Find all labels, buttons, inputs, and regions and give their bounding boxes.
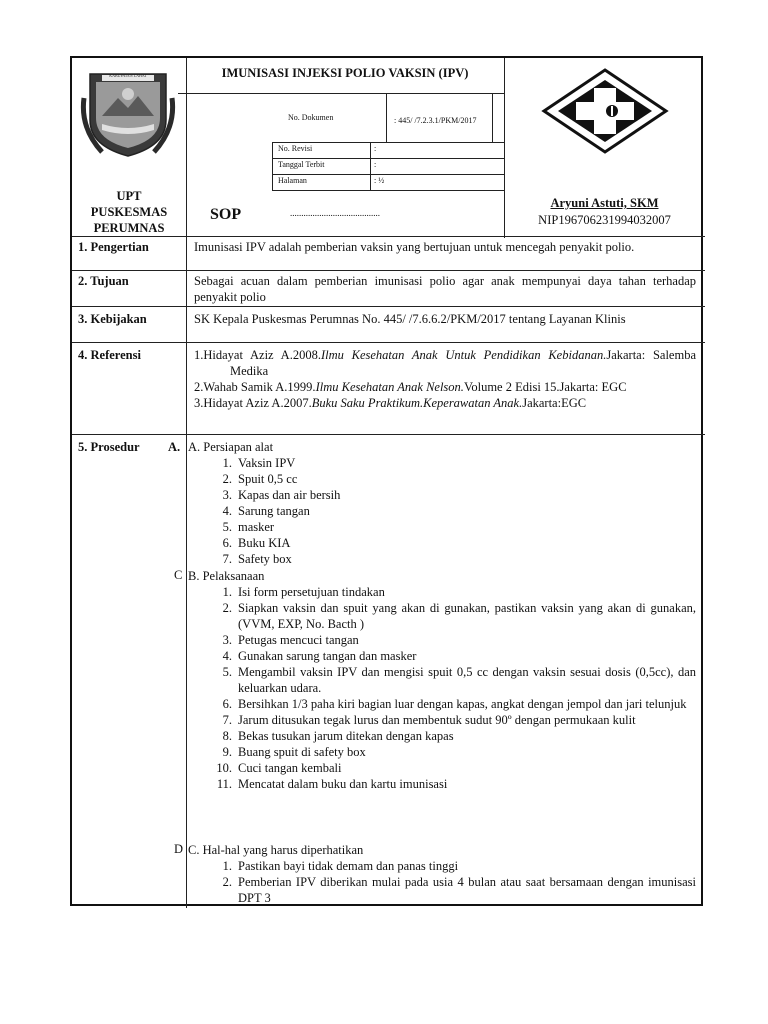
prosedur-marker-c: C [174, 568, 183, 582]
header-right-divider [504, 58, 505, 238]
reference-item [194, 395, 696, 411]
list-item: 1. Isi form persetujuan tindakan [222, 585, 385, 599]
list-item: 5. masker [222, 520, 275, 534]
list-item: 3. Petugas mencuci tangan [222, 633, 359, 647]
list-item: 3. Kapas dan air bersih [222, 488, 341, 502]
page-label: Halaman [278, 176, 307, 185]
sop-label: SOP [210, 206, 242, 223]
prosedur-a-list [212, 455, 692, 567]
section-tujuan-text: Sebagai acuan dalam pemberian imunisasi polio agar anak mempunyai daya tahan terhadap penyakit polio [194, 274, 696, 304]
row-line-4 [72, 434, 705, 435]
header-bottom-line [72, 236, 705, 237]
regency-logo [80, 68, 176, 158]
meta-row-line-3 [272, 174, 504, 175]
prosedur-b-title: B. Pelaksanaan [188, 569, 265, 583]
section-referensi-list [194, 347, 696, 411]
meta-row-line-4 [272, 190, 504, 191]
issue-date-label: Tanggal Terbit [278, 160, 325, 169]
list-item: 4. Sarung tangan [222, 504, 310, 518]
org-line-2: PUSKESMAS [90, 205, 168, 219]
sop-document [70, 56, 703, 906]
list-item: 10. Cuci tangan kembali [216, 761, 342, 775]
row-line-3 [72, 342, 705, 343]
meta-row-line-2 [272, 158, 504, 159]
reference-publisher: Volume 2 Edisi 15.Jakarta: EGC [463, 380, 627, 394]
list-item: 5. Mengambil vaksin IPV dan mengisi spuit 0,5 cc dengan vaksin sesuai dosis (0,5cc), dan keluarkan udara. [222, 665, 696, 695]
section-kebijakan-text: SK Kepala Puskesmas Perumnas No. 445/ /7.6.6.2/PKM/2017 tentang Layanan Klinis [194, 312, 626, 326]
list-item: 7. Safety box [222, 552, 292, 566]
section-referensi-label: 4. Referensi [78, 348, 141, 362]
reference-book-title: Buku Saku Praktikum.Keperawatan Anak. [311, 396, 523, 410]
signer-nip: NIP196706231994032007 [538, 213, 671, 227]
row-line-2 [72, 306, 705, 307]
prosedur-marker-d: D [174, 842, 184, 856]
reference-item [194, 379, 696, 395]
reference-book-title: Ilmu Kesehatan Anak Nelson. [315, 380, 464, 394]
list-item: 6. Buku KIA [222, 536, 291, 550]
puskesmas-logo [538, 66, 672, 156]
row-line-1 [72, 270, 705, 271]
reference-author: 2.Wahab Samik A.1999. [194, 380, 316, 394]
revision-value: : [374, 144, 377, 153]
signer-name: Aryuni Astuti, SKM [550, 196, 659, 210]
prosedur-marker-a: A. [168, 440, 181, 454]
org-line-3: PERUMNAS [93, 221, 165, 235]
doc-right-divider [492, 93, 493, 142]
prosedur-b-list [212, 584, 696, 792]
reference-publisher: Jakarta: Salemba Medika [230, 348, 696, 378]
list-item: 4. Gunakan sarung tangan dan masker [222, 649, 417, 663]
meta-label-divider [272, 142, 273, 190]
prosedur-a-title: A. Persiapan alat [188, 440, 274, 454]
section-pengertian-label: 1. Pengertian [78, 240, 149, 254]
list-item: 8. Bekas tusukan jarum ditekan dengan kapas [222, 729, 454, 743]
section-tujuan-label: 2. Tujuan [78, 274, 129, 288]
list-item: 6. Bersihkan 1/3 paha kiri bagian luar dengan kapas, angkat dengan jempol dan jari telunjuk [222, 697, 687, 711]
reference-publisher: Jakarta:EGC [522, 396, 587, 410]
list-item: 2. Siapkan vaksin dan spuit yang akan di gunakan, pastikan vaksin yang akan di gunakan, (VVM, EXP, No. Bacth ) [222, 601, 696, 631]
issue-date-value: : [374, 160, 377, 169]
doc-number-label: No. Dokumen [288, 113, 334, 122]
doc-number-value: : 445/ /7.2.3.1/PKM/2017 [394, 116, 477, 125]
doc-value-divider [386, 93, 387, 142]
list-item: 2. Spuit 0,5 cc [222, 472, 298, 486]
signature-dots: ........................................ [290, 208, 380, 218]
list-item: 7. Jarum ditusukan tegak lurus dan membentuk sudut 90º dengan permukaan kulit [222, 713, 636, 727]
left-column-divider [186, 58, 187, 908]
title-divider [178, 93, 504, 94]
prosedur-c-list [212, 858, 696, 906]
list-item: 11. Mencatat dalam buku dan kartu imunisasi [216, 777, 448, 791]
list-item: 2. Pemberian IPV diberikan mulai pada usia 4 bulan atau saat bersamaan dengan imunisasi DPT 3 [222, 875, 696, 905]
list-item: 1. Pastikan bayi tidak demam dan panas tinggi [222, 859, 459, 873]
prosedur-c-title: C. Hal-hal yang harus diperhatikan [188, 843, 364, 857]
list-item: 1. Vaksin IPV [222, 456, 296, 470]
section-pengertian-text: Imunisasi IPV adalah pemberian vaksin yang bertujuan untuk mencegah penyakit polio. [194, 240, 635, 254]
reference-author: 3.Hidayat Aziz A.2007. [194, 396, 312, 410]
reference-book-title: Ilmu Kesehatan Anak Untuk Pendidikan Kebidanan. [320, 348, 607, 362]
list-item: 9. Buang spuit di safety box [222, 745, 366, 759]
page-value: : ½ [374, 176, 385, 185]
section-prosedur-label: 5. Prosedur [78, 440, 140, 454]
logo-caption: KABUPATEN LAHAT [109, 73, 147, 78]
org-name [72, 188, 186, 236]
reference-author: 1.Hidayat Aziz A.2008. [194, 348, 321, 362]
reference-item [194, 347, 696, 379]
org-line-1: UPT [116, 189, 142, 203]
document-title: IMUNISASI INJEKSI POLIO VAKSIN (IPV) [221, 66, 469, 80]
meta-value-divider [370, 142, 371, 190]
revision-label: No. Revisi [278, 144, 313, 153]
meta-row-line-1 [272, 142, 504, 143]
section-kebijakan-label: 3. Kebijakan [78, 312, 147, 326]
